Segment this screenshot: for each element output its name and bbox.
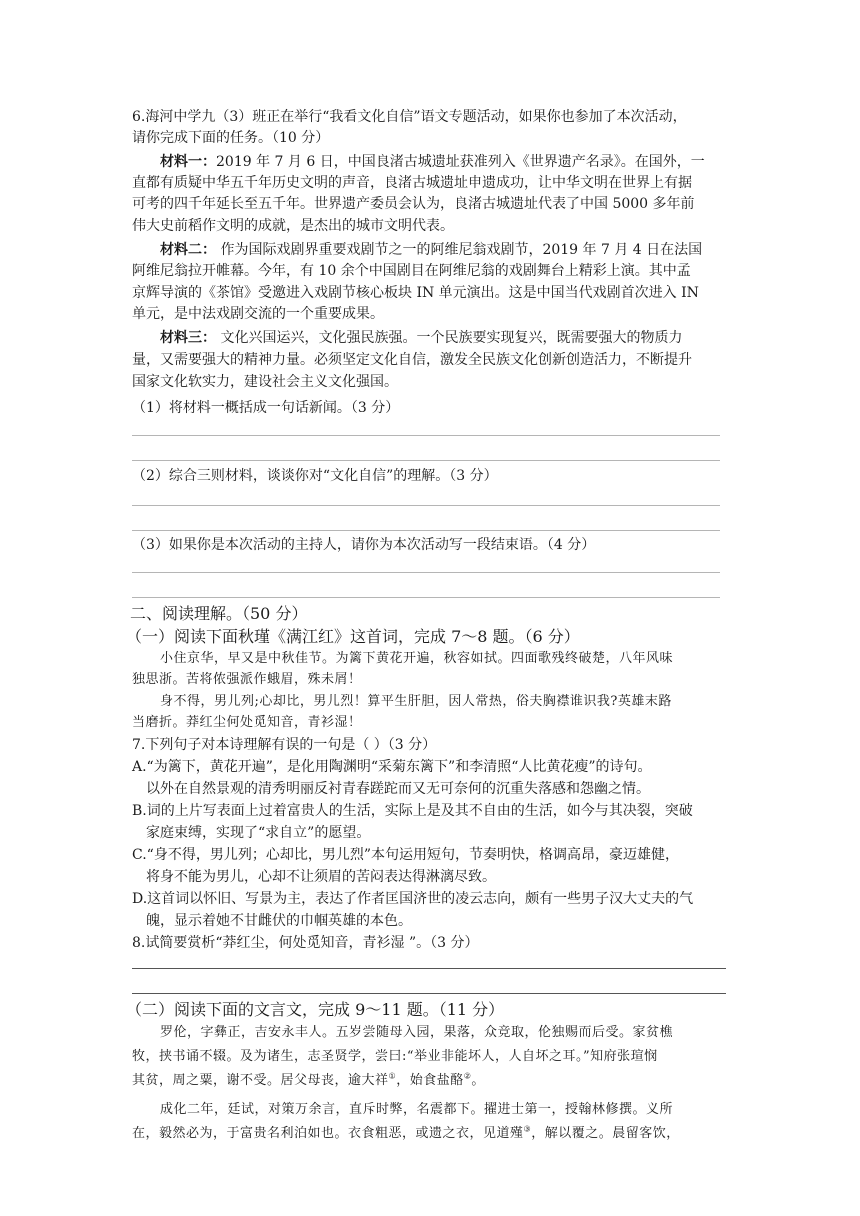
part-2-title: （二）阅读下面的文言文，完成 9～11 题。（11 分） [126,1000,505,1019]
prose-line-3 [132,1071,485,1091]
answer-line[interactable] [132,530,720,531]
q6-intro-line-2: 请你完成下面的任务。（10 分） [132,130,330,146]
part-1-title: （一）阅读下面秋瑾《满江红》这首词，完成 7～8 题。（6 分） [126,627,580,646]
material-1-label: 材料一： [160,154,216,170]
material-3-text-1: 文化兴国运兴，文化强民族强。一个民族要实现复兴，既需要强大的物质力 [216,330,683,346]
prose-line-2: 牧，挟书诵不辍。及为诸生，志圣贤学，尝曰:“举业非能坏人，人自坏之耳。”知府张瑄悯 [132,1049,658,1064]
q7-stem: 7.下列句子对本诗理解有误的一句是（ ）（3 分） [132,737,437,753]
q7-option-b-line-1: B.词的上片写表面上过着富贵人的生活，实际上是及其不自由的生活，如今与其决裂，突破 [132,803,693,819]
section-2-title: 二、阅读理解。（50 分） [130,604,308,623]
material-3-line-3: 国家文化软实力，建设社会主义文化强国。 [132,374,398,390]
answer-line[interactable] [132,460,720,461]
answer-line[interactable] [132,435,720,436]
material-1-line-3: 可考的四千年延长至五千年。世界遗产委员会认为，良渚古城遗址代表了中国 5000 多年前 [132,196,695,212]
material-2-line-4: 单元，是中法戏剧交流的一个重要成果。 [132,306,384,322]
prose-line-4: 成化二年，廷试，对策万余言，直斥时弊，名震都下。擢进士第一，授翰林修撰。义所 [160,1102,674,1117]
q7-option-b-line-2: 家庭束缚，实现了“求自立”的愿望。 [146,825,371,841]
answer-line[interactable] [132,572,720,573]
material-2-line-3: 京辉导演的《茶馆》受邀进入戏剧节核心板块 IN 单元演出。这是中国当代戏剧首次进入 IN [132,285,699,301]
q6-sub-question-1: （1）将材料一概括成一句话新闻。（3 分） [132,400,400,416]
poem-line-1: 小住京华，早又是中秋佳节。为篱下黄花开遍，秋容如拭。四面歌残终破楚，八年风味 [160,651,674,666]
footnote-marker-2: ② [463,1071,472,1081]
q8-stem: 8.试简要赏析“莽红尘，何处觅知音，青衫湿 ”。（3 分） [132,935,479,951]
prose-line-5-text-b: ，解以覆之。晨留客饮， [531,1126,680,1141]
q6-sub-question-2: （2）综合三则材料，谈谈你对“文化自信”的理解。（3 分） [132,468,498,484]
material-3-label: 材料三： [160,330,216,346]
footnote-marker-3: ③ [523,1124,532,1134]
answer-line[interactable] [132,968,726,969]
prose-line-3-text-b: ，始食盐酪 [396,1073,464,1088]
q6-sub-question-3: （3）如果你是本次活动的主持人，请你为本次活动写一段结束语。（4 分） [132,537,596,553]
poem-line-4: 当磨折。莽红尘何处觅知音，青衫湿！ [132,715,362,730]
material-3-line-1 [160,328,682,348]
material-1-line-1 [160,152,705,172]
material-1-text-1: 2019 年 7 月 6 日，中国良渚古城遗址获准列入《世界遗产名录》。在国外，一 [216,154,705,170]
prose-line-1: 罗伦，字彝正，吉安永丰人。五岁尝随母入园，果落，众竞取，伦独赐而后受。家贫樵 [160,1025,674,1040]
q6-intro-line-1: 6.海河中学九（3）班正在举行“我看文化自信”语文专题活动，如果你也参加了本次活动， [132,109,687,125]
material-2-text-1: 作为国际戏剧界重要戏剧节之一的阿维尼翁戏剧节，2019 年 7 月 4 日在法国 [216,242,703,258]
poem-line-2: 独思浙。苦将侬强派作蛾眉，殊未屑！ [132,672,362,687]
poem-line-3: 身不得，男儿列;心却比，男儿烈！算平生肝胆，因人常热，俗夫胸襟谁识我?英雄末路 [160,694,672,709]
q7-option-d-line-1: D.这首词以怀旧、写景为主，表达了作者匡国济世的凌云志向，颇有一些男子汉大丈夫的气 [132,891,694,907]
footnote-marker-1: ① [388,1071,397,1081]
q7-option-c-line-2: 将身不能为男儿，心却不让须眉的苦闷表达得淋漓尽致。 [146,869,496,885]
material-2-line-1 [160,240,702,260]
material-3-line-2: 量，又需要强大的精神力量。必须坚定文化自信，激发全民族文化创新创造活力，不断提升 [132,352,692,368]
prose-line-3-text-c: 。 [471,1073,485,1088]
q7-option-a-line-2: 以外在自然景观的清秀明丽反衬青春蹉跎而又无可奈何的沉重失落感和怨幽之情。 [146,781,650,797]
answer-line[interactable] [132,993,726,994]
prose-line-5-text-a: 在，毅然必为，于富贵名利泊如也。衣食粗恶，或遗之衣，见道殣 [132,1126,524,1141]
answer-line[interactable] [132,597,720,598]
material-2-line-2: 阿维尼翁拉开帷幕。今年，有 10 余个中国剧目在阿维尼翁的戏剧舞台上精彩上演。其中孟 [132,263,691,279]
prose-line-3-text-a: 其贫，周之粟，谢不受。居父母丧，逾大祥 [132,1073,389,1088]
q7-option-c-line-1: C.“身不得，男儿列；心却比，男儿烈”本句运用短句，节奏明快，格调高昂，豪迈雄健， [132,847,679,863]
answer-line[interactable] [132,505,720,506]
prose-line-5 [132,1124,680,1144]
material-1-line-2: 直都有质疑中华五千年历史文明的声音，良渚古城遗址申遗成功，让中华文明在世界上有据 [132,175,692,191]
material-1-line-4: 伟大史前稻作文明的成就，是杰出的城市文明代表。 [132,218,454,234]
material-2-label: 材料二： [160,242,216,258]
q7-option-d-line-2: 魄，显示着她不甘雌伏的巾帼英雄的本色。 [146,913,412,929]
q7-option-a-line-1: A.“为篱下，黄花开遍”，是化用陶渊明“采菊东篱下”和李清照“人比黄花瘦”的诗句。 [132,759,652,775]
